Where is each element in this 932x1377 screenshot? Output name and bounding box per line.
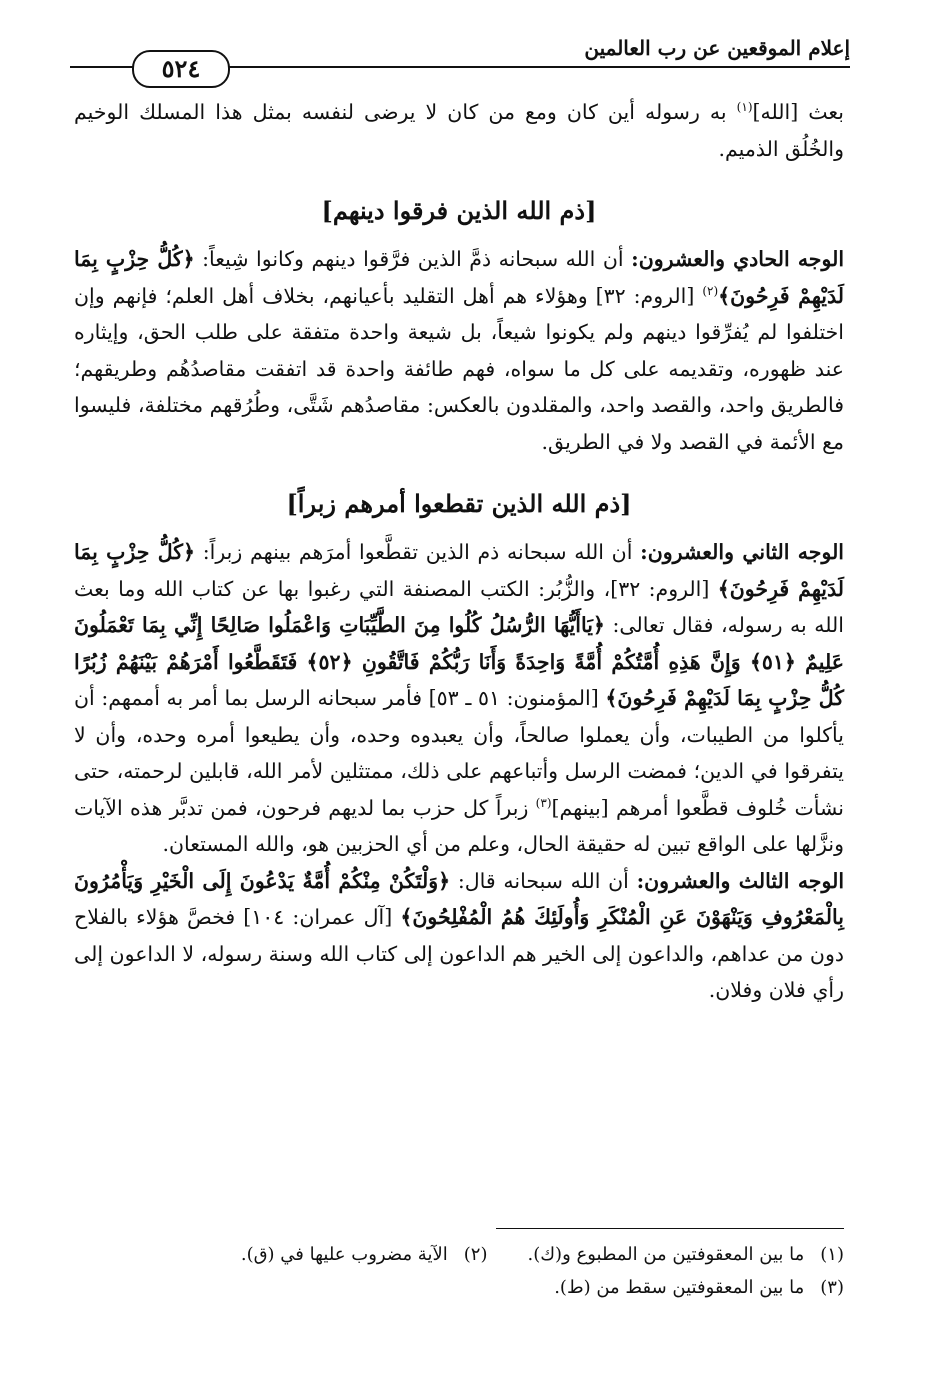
paragraph-21: الوجه الحادي والعشرون: أن الله سبحانه ذمَّ الذين فرَّقوا دينهم وكانوا شِيعاً: ﴿كُلُّ حِزْبٍ بِمَا لَدَيْهِمْ فَرِحُونَ﴾$^{(٢)}$ [الروم: ٣٢] وهؤلاء هم أهل التقليد بأعيانهم، بخلاف أهل العلم؛ فإنهم وإن اختلفوا لم يُفرِّقوا دينهم ولم يكونوا شيعاً، بل شيعة واحدة متفقة على طلب الحق، وإيثاره عند ظهوره، وتقديمه على كل ما سواه، فهم طائفة واحدة قد اتفقت مقاصدُهُم وطريقهم؛ فالطريق واحد، والقصد واحد، والمقلدون بالعكس: مقاصدُهم شَتَّى، وطُرُقهم مختلفة، فليسوا مع الأئمة في القصد ولا في الطريق. <box>74 247 845 454</box>
section-heading: [ذم الله الذين تقطعوا أمرهم زبراً] <box>286 489 632 518</box>
footnote-ref: (٢) <box>702 283 719 298</box>
footnote-text: ما بين المعقوفتين سقط من (ط). <box>554 1277 805 1298</box>
quran-verse: ﴿كُلُّ حِزْبٍ بِمَا لَدَيْهِمْ فَرِحُونَ﴾ <box>74 540 844 601</box>
point-label: الوجه الثالث والعشرون: <box>636 868 845 893</box>
footnote-ref: (٣) <box>535 795 552 810</box>
point-label: الوجه الحادي والعشرون: <box>631 247 845 271</box>
page-number-badge <box>132 50 230 88</box>
footnote-line <box>74 1238 844 1271</box>
quran-verse: ﴿كُلُّ حِزْبٍ بِمَا لَدَيْهِمْ فَرِحُونَ﴾ <box>74 247 844 308</box>
footnote-text: الآية مضروب عليها في (ق). <box>240 1244 448 1265</box>
quran-verse: ﴿يَاأَيُّهَا الرُّسُلُ كُلُوا مِنَ الطَّيِّبَاتِ وَاعْمَلُوا صَالِحًا إِنِّي بِمَا تَعْمَلُونَ عَلِيمٌ ﴿٥١﴾ وَإِنَّ هَذِهِ أُمَّتُكُمْ أُمَّةً وَاحِدَةً وَأَنَا رَبُّكُمْ فَاتَّقُونِ ﴿٥٢﴾ فَتَقَطَّعُوا أَمْرَهُمْ بَيْنَهُمْ زُبُرًا كُلُّ حِزْبٍ بِمَا لَدَيْهِمْ فَرِحُونَ﴾ <box>74 613 844 710</box>
footnote-number: (١) <box>820 1244 844 1265</box>
page-number: ٥٢٤ <box>161 54 201 83</box>
main-text <box>74 94 844 1009</box>
footnote-ref: (١) <box>736 100 753 115</box>
point-label: الوجه الثاني والعشرون: <box>640 540 845 564</box>
footnote-text: ما بين المعقوفتين من المطبوع و(ك). <box>527 1244 805 1265</box>
footnote-number: (٢) <box>463 1244 488 1265</box>
section-heading: [ذم الله الذين فرقوا دينهم] <box>321 196 597 225</box>
paragraph-22: الوجه الثاني والعشرون: أن الله سبحانه ذم الذين تقطَّعوا أمرَهم بينهم زبراً: ﴿كُلُّ حِزْبٍ بِمَا لَدَيْهِمْ فَرِحُونَ﴾ [الروم: ٣٢]، والزُّبُر: الكتب المصنفة التي رغبوا بها عن كتاب الله وما بعث الله به رسوله، فقال تعالى: ﴿يَاأَيُّهَا الرُّسُلُ كُلُوا مِنَ الطَّيِّبَاتِ وَاعْمَلُوا صَالِحًا إِنِّي بِمَا تَعْمَلُونَ عَلِيمٌ ﴿٥١﴾ وَإِنَّ هَذِهِ أُمَّتُكُمْ أُمَّةً وَاحِدَةً وَأَنَا رَبُّكُمْ فَاتَّقُونِ ﴿٥٢﴾ فَتَقَطَّعُوا أَمْرَهُمْ بَيْنَهُمْ زُبُرًا كُلُّ حِزْبٍ بِمَا لَدَيْهِمْ فَرِحُونَ﴾ [المؤمنون: ٥١ ـ ٥٣] فأمر سبحانه الرسل بما أمر به أممهم: أن يأكلوا من الطيبات، وأن يعملوا صالحاً، وأن يعبدوه وحده، وأن يطيعوا أمره وحده، وأن لا يتفرقوا في الدين؛ فمضت الرسل وأتباعهم على ذلك، ممتثلين لأمر الله، قابلين لرحمته، حتى نشأت خُلوف قطَّعوا أمرهم [بينهم]$^{(٣)}$ زبراً كل حزب بما لديهم فرحون، فمن تدبَّر هذه الآيات ونزَّلها على الواقع تبين له حقيقة الحال، وعلم من أي الحزبين هو، والله المستعان. <box>74 540 845 856</box>
paragraph-23: الوجه الثالث والعشرون: أن الله سبحانه قال: ﴿وَلْتَكُنْ مِنْكُمْ أُمَّةٌ يَدْعُونَ إِلَى الْخَيْرِ وَيَأْمُرُونَ بِالْمَعْرُوفِ وَيَنْهَوْنَ عَنِ الْمُنْكَرِ وَأُولَئِكَ هُمُ الْمُفْلِحُونَ﴾ [آل عمران: ١٠٤] فخصَّ هؤلاء بالفلاح دون من عداهم، والداعون إلى الخير هم الداعون إلى كتاب الله وسنة رسوله، لا الداعون إلى رأي فلان وفلان. <box>74 868 845 1002</box>
paragraph-intro: بعث [الله]$^{(١)}$ به رسوله أين كان ومع من كان لا يرضى لنفسه بمثل هذا المسلك الوخيم والخُلُق الذميم. <box>74 100 844 161</box>
footnote-line <box>74 1271 844 1304</box>
footnotes <box>74 1238 844 1304</box>
footnote-separator <box>496 1228 844 1229</box>
footnote-number: (٣) <box>820 1277 844 1298</box>
running-header <box>70 28 850 88</box>
book-title: إعلام الموقعين عن رب العالمين <box>584 36 850 60</box>
quran-verse: ﴿وَلْتَكُنْ مِنْكُمْ أُمَّةٌ يَدْعُونَ إِلَى الْخَيْرِ وَيَأْمُرُونَ بِالْمَعْرُوفِ وَيَنْهَوْنَ عَنِ الْمُنْكَرِ وَأُولَئِكَ هُمُ الْمُفْلِحُونَ﴾ <box>74 868 844 929</box>
